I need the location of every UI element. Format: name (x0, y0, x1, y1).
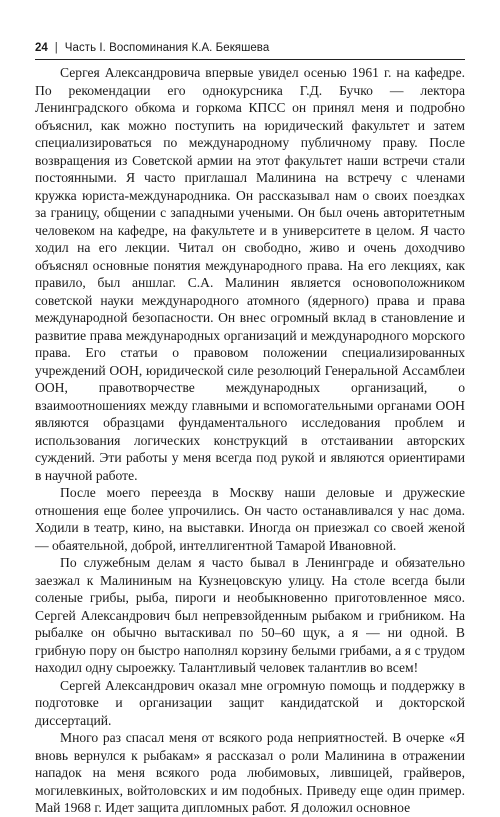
running-header (35, 40, 465, 56)
body-text (35, 64, 465, 817)
header-separator: | (54, 42, 58, 54)
paragraph: Сергея Александровича впервые увидел осенью 1961 г. на кафедре. По рекомендации его однокурсника Г.Д. Бучко — лектора Ленинградского обкома и горкома КПСС он принял меня и подробно объяснил, как можно поступить на юридический факультет и затем специализироваться по международному публичному праву. После возвращения из Советской армии на этот факультет наши встречи стали постоянными. Я часто приглашал Малинина на встречу с членами кружка юриста-международника. Он рассказывал нам о своих поездках за границу, общении с западными учеными. Он был очень авторитетным человеком на кафедре, на факультете и в университете в целом. Я часто ходил на его лекции. Читал он свободно, живо и очень доходчиво объяснял основные понятия международного права. На его лекциях, как правило, был аншлаг. С.А. Малинин является основоположником советской науки международного атомного (ядерного) права и права международной безопасности. Он внес огромный вклад в становление и развитие права международных организаций и международного морского права. Его статьи о правовом положении специализированных учреждений ООН, юридической силе резолюций Генеральной Ассамблеи ООН, правотворчестве международных организаций, о взаимоотношениях между главными и вспомогательными органами ООН являются образцами фундаментального исследования проблем и использования логических конструкций в отстаивании авторских суждений. Эти работы у меня всегда под рукой и являются ориентирами в научной работе. (35, 65, 465, 483)
page-number: 24 (35, 42, 48, 54)
paragraph: По служебным делам я часто бывал в Ленинграде и обязательно заезжал к Малининым на Кузнецовскую улицу. На столе всегда были соленые грибы, рыба, пироги и необыкновенно приготовленное мясо. Сергей Александрович был непревзойденным рыбаком и грибником. На рыбалке он обычно вытаскивал по 50–60 щук, а я — ни одной. В грибную пору он быстро наполнял корзину белыми грибами, а я с трудом находил одну сыроежку. Талантливый человек талантлив во всем! (35, 555, 465, 675)
running-title: Часть I. Воспоминания К.А. Бекяшева (64, 42, 270, 54)
paragraph: После моего переезда в Москву наши деловые и дружеские отношения еще более упрочились. Он часто останавливался у нас дома. Ходили в театр, кино, на выставки. Иногда он приезжал со своей женой — обаятельной, доброй, интеллигентной Тамарой Ивановной. (35, 485, 465, 553)
header-rule (35, 59, 465, 60)
paragraph: Сергей Александрович оказал мне огромную помощь и поддержку в подготовке и организации защит кандидатской и докторской диссертаций. (35, 677, 465, 728)
paragraph: Много раз спасал меня от всякого рода неприятностей. В очерке «Я вновь вернулся к рыбакам» я рассказал о роли Малинина в отражении нападок на меня всякого рода любимовых, лившицей, грайверов, могилевкиных, войтоловских и им подобных. Приведу еще один пример. Май 1968 г. Идет защита дипломных работ. Я доложил основное (35, 730, 465, 815)
